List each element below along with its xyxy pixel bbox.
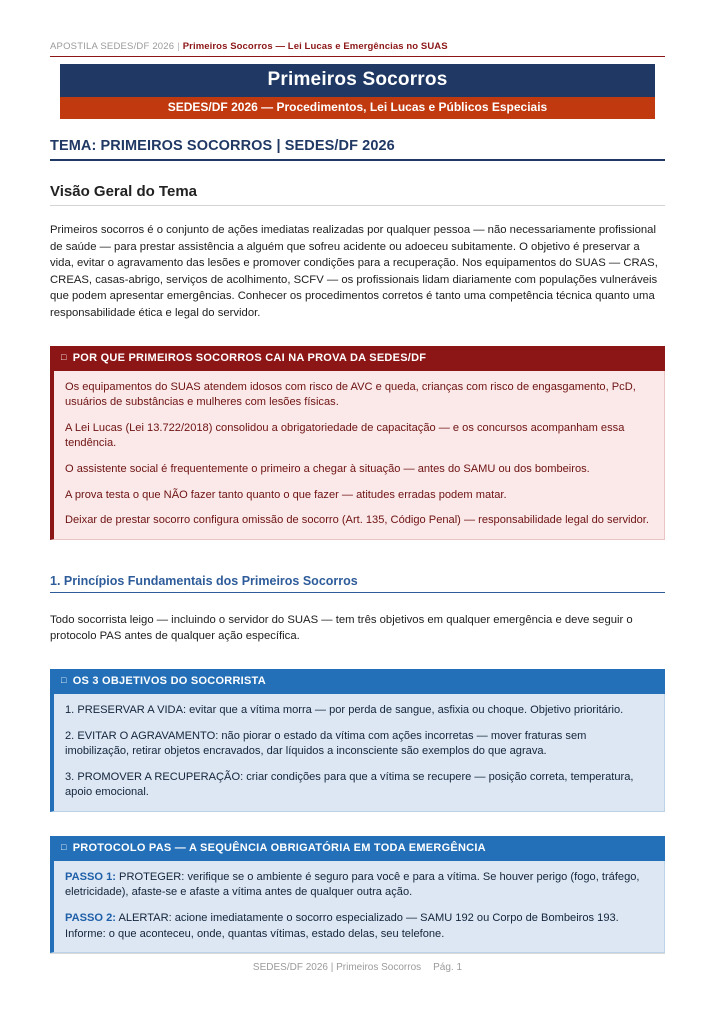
callout-pas-header — [50, 836, 665, 861]
square-bullet-icon: □ — [61, 674, 67, 685]
callout-exam-title: POR QUE PRIMEIROS SOCORROS CAI NA PROVA DA SEDES/DF — [72, 351, 427, 364]
pas-step — [65, 911, 653, 942]
page-footer — [50, 953, 665, 973]
intro-paragraph: Primeiros socorros é o conjunto de ações imediatas realizadas por qualquer pessoa — não necessariamente profissional de saúde — para prestar assistência a alguém que sofreu acidente ou adoeceu subitamente. O objetivo é preservar a vida, evitar o agravamento das lesões e promover condições para a recuperação. Nos equipamentos do SUAS — CRAS, CREAS, casas-abrigo, serviços de acolhimento, SCFV — os profissionais lidam diariamente com populações vulneráveis que podem apresentar emergências. Conhecer os procedimentos corretos é tanto uma competência técnica quanto uma responsabilidade ética e legal do servidor. — [50, 224, 658, 319]
banner-subtitle: SEDES/DF 2026 — Procedimentos, Lei Lucas e Públicos Especiais — [60, 97, 655, 119]
callout-item: 2. EVITAR O AGRAVAMENTO: não piorar o estado da vítima com ações incorretas — mover fraturas sem imobilização, retirar objetos encravados, dar líquidos a inconsciente são exemplos do que agrava. — [65, 729, 587, 758]
callout-exam-body — [50, 371, 665, 540]
running-head-right: Primeiros Socorros — Lei Lucas e Emergências no SUAS — [182, 41, 448, 52]
callout-item: A Lei Lucas (Lei 13.722/2018) consolidou a obrigatoriedade de capacitação — e os concursos acompanham essa tendência. — [65, 421, 625, 450]
pas-step-label: PASSO 1: — [65, 870, 116, 883]
running-head — [50, 0, 665, 57]
callout-objectives-title: OS 3 OBJETIVOS DO SOCORRISTA — [72, 674, 266, 687]
section-heading-1: 1. Princípios Fundamentais dos Primeiros Socorros — [50, 574, 665, 593]
page-number: Pág. 1 — [433, 962, 463, 973]
square-bullet-icon: □ — [61, 841, 67, 852]
callout-item: Deixar de prestar socorro configura omissão de socorro (Art. 135, Código Penal) — responsabilidade legal do servidor. — [65, 514, 649, 527]
running-head-left: APOSTILA SEDES/DF 2026 — [50, 41, 175, 52]
callout-pas-protocol — [50, 836, 665, 953]
section-1-paragraph: Todo socorrista leigo — incluindo o servidor do SUAS — tem três objetivos em qualquer emergência e deve seguir o protocolo PAS antes de qualquer ação específica. — [50, 613, 633, 643]
square-bullet-icon: □ — [61, 351, 67, 362]
callout-item: Os equipamentos do SUAS atendem idosos com risco de AVC e queda, crianças com risco de engasgamento, PcD, usuários de substâncias e mulheres com lesões físicas. — [65, 380, 636, 409]
page-title: TEMA: PRIMEIROS SOCORROS | SEDES/DF 2026 — [50, 138, 665, 161]
footer-text: SEDES/DF 2026 | Primeiros Socorros — [252, 962, 422, 973]
pas-step-text: PROTEGER: verifique se o ambiente é seguro para você e para a vítima. Se houver perigo (fogo, tráfego, eletricidade), afaste-se e afaste a vítima antes de qualquer outra ação. — [65, 870, 640, 899]
callout-pas-body — [50, 861, 665, 953]
pas-step-text: ALERTAR: acione imediatamente o socorro especializado — SAMU 192 ou Corpo de Bombeiros 193. Informe: o que aconteceu, onde, quantas vítimas, estado delas, seu telefone. — [65, 912, 619, 940]
callout-item: O assistente social é frequentemente o primeiro a chegar à situação — antes do SAMU ou dos bombeiros. — [65, 462, 590, 475]
callout-item: 1. PRESERVAR A VIDA: evitar que a vítima morra — por perda de sangue, asfixia ou choque. Objetivo prioritário. — [65, 703, 624, 716]
callout-pas-title: PROTOCOLO PAS — A SEQUÊNCIA OBRIGATÓRIA EM TODA EMERGÊNCIA — [72, 841, 486, 854]
callout-objectives — [50, 669, 665, 812]
callout-item: 3. PROMOVER A RECUPERAÇÃO: criar condições para que a vítima se recupere — posição correta, temperatura, apoio emocional. — [65, 770, 634, 799]
callout-item: A prova testa o que NÃO fazer tanto quanto o que fazer — atitudes erradas podem matar. — [65, 488, 507, 501]
running-head-separator: | — [177, 41, 180, 52]
title-banner — [60, 64, 655, 119]
pas-step-label: PASSO 2: — [65, 912, 116, 925]
callout-exam-relevance — [50, 346, 665, 540]
callout-objectives-body — [50, 694, 665, 812]
callout-objectives-header — [50, 669, 665, 694]
pas-step — [65, 870, 653, 901]
section-heading-overview: Visão Geral do Tema — [50, 183, 665, 206]
banner-title: Primeiros Socorros — [60, 64, 655, 97]
callout-exam-header — [50, 346, 665, 371]
